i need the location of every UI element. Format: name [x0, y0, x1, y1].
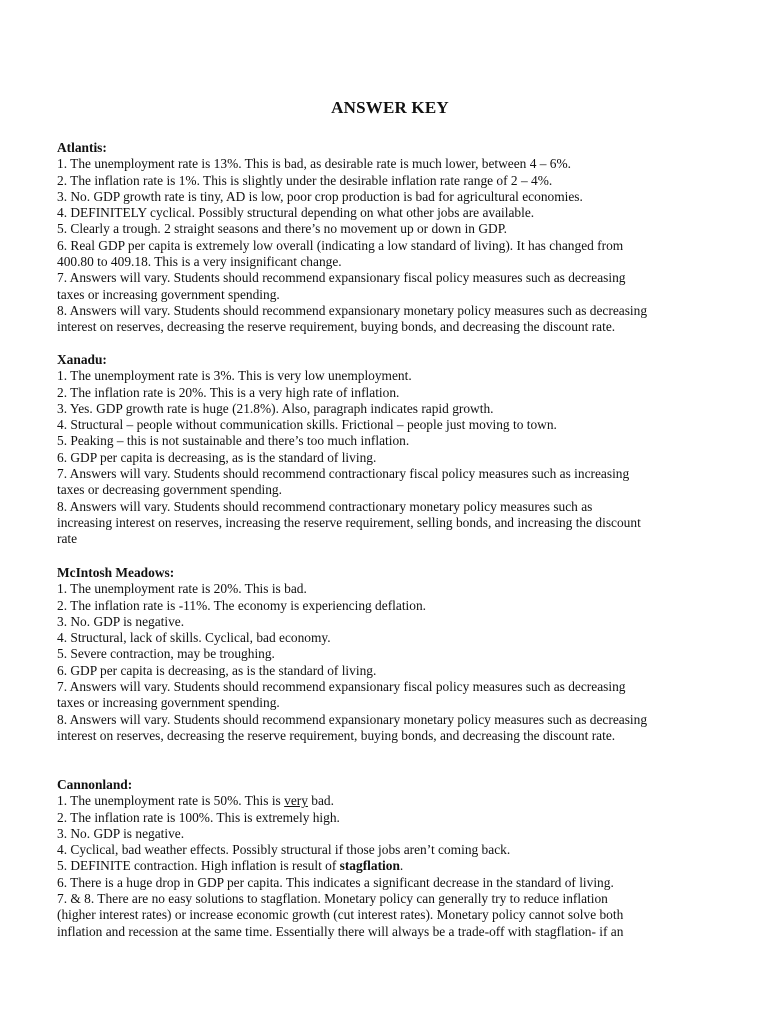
line-text: . [399, 858, 404, 874]
answer-line: 5. Peaking – this is not sustainable and there’s too much inflation. [57, 433, 410, 449]
answer-line: 3. No. GDP is negative. [57, 825, 185, 841]
answer-line: interest on reserves, decreasing the reserve requirement, buying bonds, and decreasing the discount rate. [57, 319, 616, 335]
answer-line: 4. Cyclical, bad weather effects. Possibly structural if those jobs aren’t coming back. [57, 842, 511, 858]
section-cannonland [57, 777, 737, 940]
section-xanadu [57, 352, 737, 548]
section-heading: Xanadu: [57, 352, 107, 367]
section-heading: Cannonland: [57, 777, 133, 792]
answer-line: 4. Structural – people without communication skills. Frictional – people just moving to town. [57, 417, 557, 433]
answer-line: taxes or increasing government spending. [57, 695, 280, 711]
answer-line: interest on reserves, decreasing the reserve requirement, buying bonds, and decreasing the discount rate. [57, 727, 616, 743]
answer-line: 4. DEFINITELY cyclical. Possibly structural depending on what other jobs are available. [57, 205, 535, 221]
answer-line: 6. There is a huge drop in GDP per capita. This indicates a significant decrease in the standard of living. [57, 874, 614, 890]
answer-line: 6. GDP per capita is decreasing, as is the standard of living. [57, 662, 377, 678]
answer-line: 1. The unemployment rate is 3%. This is very low unemployment. [57, 368, 412, 384]
answer-line [57, 793, 737, 809]
answer-line: 7. Answers will vary. Students should recommend contractionary fiscal policy measures such as increasing [57, 466, 630, 482]
section-atlantis [57, 140, 737, 336]
section-mcintosh-meadows [57, 565, 737, 744]
line-text: 5. DEFINITE contraction. High inflation is result of [57, 858, 340, 874]
answer-line: 5. Clearly a trough. 2 straight seasons and there’s no movement up or down in GDP. [57, 221, 508, 237]
answer-line: (higher interest rates) or increase economic growth (cut interest rates). Monetary policy cannot solve both [57, 907, 624, 923]
page-title: ANSWER KEY [331, 98, 449, 117]
answer-line: 400.80 to 409.18. This is a very insignificant change. [57, 254, 342, 270]
answer-line: 7. Answers will vary. Students should recommend expansionary fiscal policy measures such as decreasing [57, 679, 626, 695]
answer-line: 1. The unemployment rate is 13%. This is bad, as desirable rate is much lower, between 4 – 6%. [57, 156, 572, 172]
answer-line: 8. Answers will vary. Students should recommend contractionary monetary policy measures such as [57, 498, 593, 514]
section-heading: McIntosh Meadows: [57, 565, 175, 580]
answer-line: taxes or increasing government spending. [57, 286, 280, 302]
answer-line: 1. The unemployment rate is 20%. This is bad. [57, 581, 307, 597]
answer-line: 5. Severe contraction, may be troughing. [57, 646, 275, 662]
answer-line: 8. Answers will vary. Students should recommend expansionary monetary policy measures such as decreasing [57, 302, 648, 318]
answer-line: 2. The inflation rate is -11%. The economy is experiencing deflation. [57, 597, 427, 613]
answer-line: 3. No. GDP growth rate is tiny, AD is low, poor crop production is bad for agricultural economies. [57, 188, 583, 204]
line-text: bad. [307, 793, 334, 809]
answer-line: inflation and recession at the same time. Essentially there will always be a trade-off with stagflation- if an [57, 923, 624, 939]
answer-line: 7. Answers will vary. Students should recommend expansionary fiscal policy measures such as decreasing [57, 270, 626, 286]
answer-line: 8. Answers will vary. Students should recommend expansionary monetary policy measures such as decreasing [57, 711, 648, 727]
bold-word: stagflation [339, 858, 400, 874]
answer-line: 3. No. GDP is negative. [57, 613, 185, 629]
answer-line: 7. & 8. There are no easy solutions to stagflation. Monetary policy can generally try to reduce inflation [57, 891, 608, 907]
answer-line [57, 858, 737, 874]
answer-line: 4. Structural, lack of skills. Cyclical, bad economy. [57, 630, 331, 646]
answer-line: 3. Yes. GDP growth rate is huge (21.8%). Also, paragraph indicates rapid growth. [57, 400, 494, 416]
answer-line: 2. The inflation rate is 20%. This is a very high rate of inflation. [57, 384, 400, 400]
answer-line: 2. The inflation rate is 1%. This is slightly under the desirable inflation rate range of 2 – 4%. [57, 172, 553, 188]
answer-line: increasing interest on reserves, increasing the reserve requirement, selling bonds, and increasing the discount [57, 514, 641, 530]
answer-line: rate [57, 531, 78, 547]
answer-line: 2. The inflation rate is 100%. This is extremely high. [57, 809, 340, 825]
answer-line: 6. Real GDP per capita is extremely low overall (indicating a low standard of living). It has changed from [57, 237, 624, 253]
underlined-word: very [284, 793, 308, 809]
line-text: 1. The unemployment rate is 50%. This is [57, 793, 285, 809]
section-heading: Atlantis: [57, 140, 107, 155]
answer-line: 6. GDP per capita is decreasing, as is the standard of living. [57, 449, 377, 465]
answer-line: taxes or decreasing government spending. [57, 482, 282, 498]
